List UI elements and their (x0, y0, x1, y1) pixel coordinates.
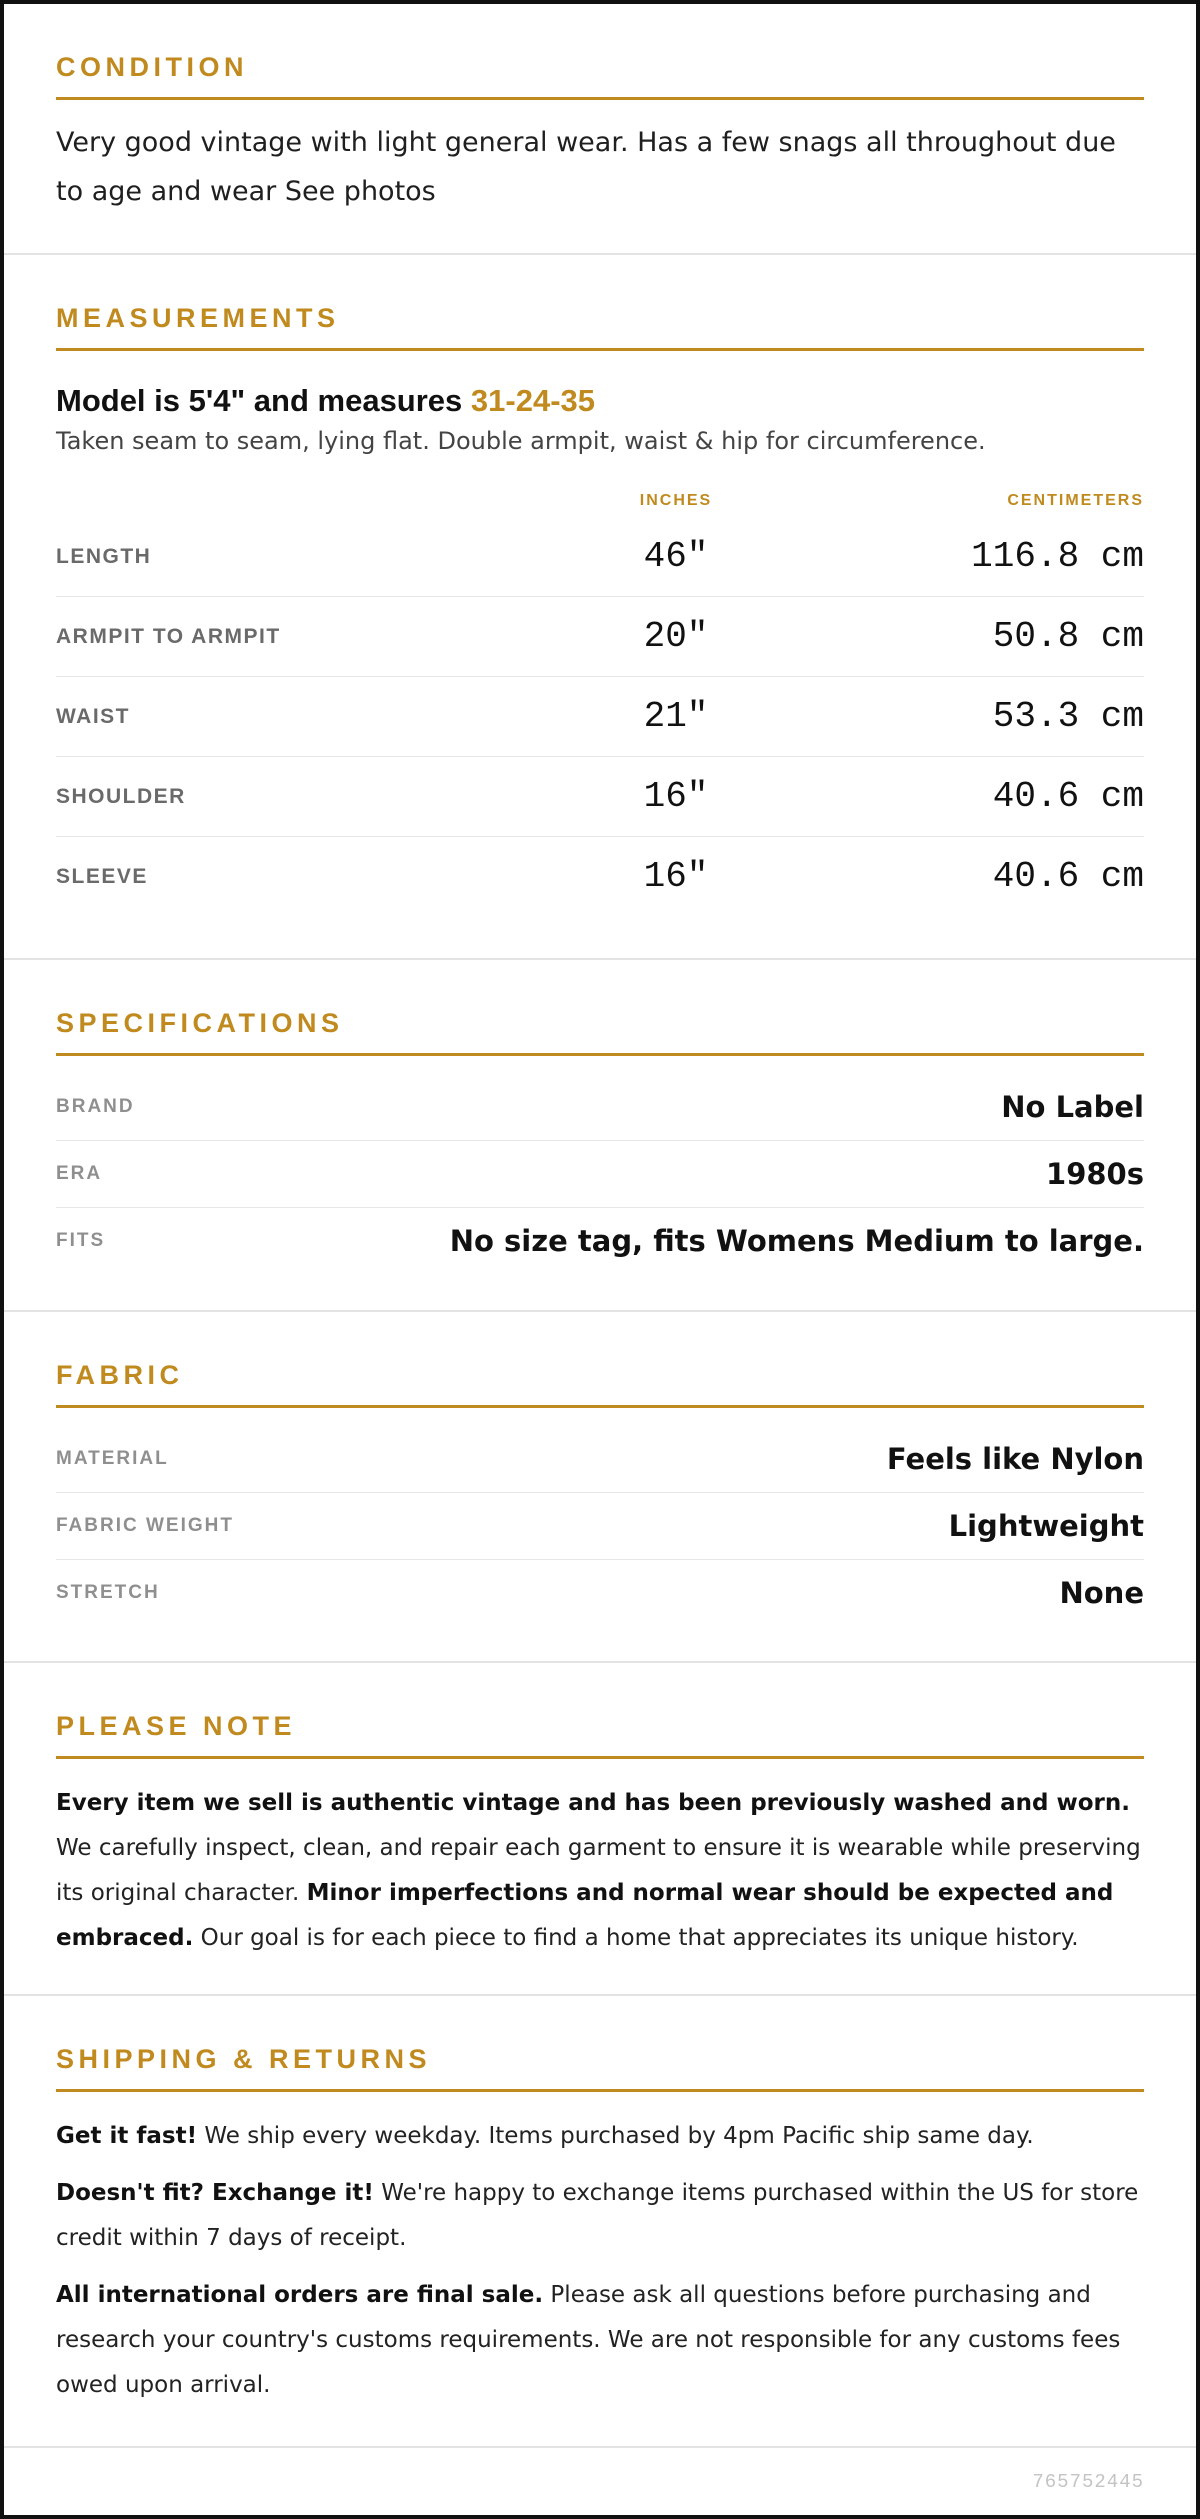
condition-text: Very good vintage with light general wear. Has a few snags all throughout due to age and wear See photos (56, 127, 1116, 207)
col-header-centimeters: CENTIMETERS (1007, 492, 1144, 509)
measure-inches: 16" (643, 856, 709, 897)
measure-cm: 50.8 cm (992, 616, 1144, 657)
please-note-heading: PLEASE NOTE (56, 1711, 1144, 1759)
condition-heading: CONDITION (56, 52, 1144, 100)
spec-value: No size tag, fits Womens Medium to large. (449, 1224, 1144, 1258)
note-bold-2: Minor imperfections and normal wear should be expected and embraced. (56, 1880, 1114, 1951)
model-measurements-line (56, 383, 1144, 419)
measure-label: WAIST (56, 704, 130, 728)
measure-label: LENGTH (56, 544, 152, 568)
spec-value: 1980s (1046, 1157, 1144, 1191)
measurements-table (56, 485, 1144, 916)
list-item (56, 1074, 1144, 1141)
note-text-1: We carefully inspect, clean, and repair each garment to ensure it is wearable while preserving its original character. (56, 1835, 1141, 1906)
model-measures-value: 31-24-35 (470, 383, 595, 418)
list-item (56, 1208, 1144, 1274)
list-item (56, 1141, 1144, 1208)
condition-section (4, 4, 1196, 255)
measure-cm: 40.6 cm (992, 776, 1144, 817)
measurements-table-header (56, 485, 1144, 517)
measure-inches: 16" (643, 776, 709, 817)
measurements-section (4, 255, 1196, 960)
measure-cm: 116.8 cm (971, 536, 1144, 577)
shipping-paragraph-3 (56, 2273, 1144, 2408)
list-item (56, 1560, 1144, 1626)
fabric-value: Feels like Nylon (886, 1442, 1144, 1476)
please-note-text (56, 1781, 1144, 1961)
shipping-paragraph-2 (56, 2171, 1144, 2261)
measurements-heading: MEASUREMENTS (56, 303, 1144, 351)
table-row (56, 677, 1144, 757)
shipping-text-1: We ship every weekday. Items purchased by 4pm Pacific ship same day. (197, 2123, 1034, 2149)
measure-label: SHOULDER (56, 784, 186, 808)
fabric-value: None (1059, 1576, 1144, 1610)
measurements-subtitle: Taken seam to seam, lying flat. Double armpit, waist & hip for circumference. (56, 427, 986, 455)
measure-cm: 53.3 cm (992, 696, 1144, 737)
spec-key: ERA (56, 1163, 103, 1184)
fabric-key: MATERIAL (56, 1448, 169, 1469)
measure-inches: 20" (643, 616, 709, 657)
list-item (56, 1493, 1144, 1560)
specifications-heading: SPECIFICATIONS (56, 1008, 1144, 1056)
table-row (56, 757, 1144, 837)
fabric-section (4, 1312, 1196, 1663)
shipping-bold-3: All international orders are final sale. (56, 2282, 544, 2308)
spec-key: BRAND (56, 1096, 135, 1117)
please-note-section (4, 1663, 1196, 1996)
fabric-heading: FABRIC (56, 1360, 1144, 1408)
table-row (56, 597, 1144, 677)
note-text-2: Our goal is for each piece to find a home that appreciates its unique history. (193, 1925, 1079, 1951)
fabric-value: Lightweight (948, 1509, 1144, 1543)
list-item (56, 1426, 1144, 1493)
spec-key: FITS (56, 1230, 106, 1251)
measure-inches: 46" (643, 536, 709, 577)
model-prefix: Model is 5'4" and measures (56, 383, 471, 418)
sku-number: 765752445 (1032, 2470, 1144, 2493)
measure-cm: 40.6 cm (992, 856, 1144, 897)
shipping-returns-section (4, 1996, 1196, 2448)
shipping-paragraph-1 (56, 2114, 1144, 2159)
measure-inches: 21" (643, 696, 709, 737)
table-row (56, 837, 1144, 916)
shipping-text-3: Please ask all questions before purchasing and research your country's customs requirements. We are not responsible for any customs fees owed upon arrival. (56, 2282, 1121, 2398)
specifications-section (4, 960, 1196, 1312)
shipping-text-2: We're happy to exchange items purchased within the US for store credit within 7 days of receipt. (56, 2180, 1139, 2251)
footer (4, 2448, 1196, 2515)
shipping-bold-2: Doesn't fit? Exchange it! (56, 2180, 374, 2206)
specifications-list (56, 1074, 1144, 1274)
spec-value: No Label (1001, 1090, 1144, 1124)
fabric-list (56, 1426, 1144, 1626)
measure-label: ARMPIT TO ARMPIT (56, 624, 281, 648)
note-bold-1: Every item we sell is authentic vintage and has been previously washed and worn. (56, 1790, 1130, 1816)
shipping-heading: SHIPPING & RETURNS (56, 2044, 1144, 2092)
measure-label: SLEEVE (56, 864, 148, 888)
fabric-key: FABRIC WEIGHT (56, 1515, 234, 1536)
fabric-key: STRETCH (56, 1582, 160, 1603)
col-header-inches: INCHES (639, 492, 713, 509)
shipping-bold-1: Get it fast! (56, 2123, 198, 2149)
table-row (56, 517, 1144, 597)
